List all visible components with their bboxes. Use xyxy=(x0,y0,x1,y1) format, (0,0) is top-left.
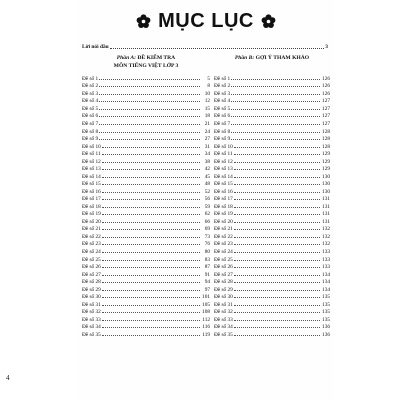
toc-row xyxy=(78,307,334,315)
entry-label: Đề số 30 xyxy=(214,294,233,301)
entry-label: Đề số 34 xyxy=(214,324,233,331)
entry-page-number: 73 xyxy=(204,233,210,240)
toc-row xyxy=(78,202,334,210)
leader-dots xyxy=(102,187,200,193)
entry-label: Đề số 12 xyxy=(82,158,101,165)
entry-page-number: 101 xyxy=(202,294,210,301)
entry-label: Đề số 14 xyxy=(82,173,101,180)
leader-dots xyxy=(99,119,200,125)
entry-page-number: 38 xyxy=(204,158,210,165)
page-number: 4 xyxy=(6,374,10,382)
entry-label: Đề số 17 xyxy=(82,196,101,203)
entry-page-number: 135 xyxy=(322,294,330,301)
entry-label: Đề số 35 xyxy=(82,331,101,338)
entry-page-number: 42 xyxy=(204,166,210,173)
entry-label: Đề số 9 xyxy=(214,136,231,143)
entry-label: Đề số 7 xyxy=(82,120,99,127)
entry-label: Đề số 5 xyxy=(214,105,231,112)
entry-page-number: 45 xyxy=(204,173,210,180)
leader-dots xyxy=(99,111,200,117)
toc-row xyxy=(78,74,334,82)
toc-row xyxy=(78,127,334,135)
entry-page-number: 134 xyxy=(322,271,330,278)
toc-row xyxy=(78,149,334,157)
entry-page-number: 126 xyxy=(322,75,330,82)
leader-dots xyxy=(234,255,320,261)
entry-label: Đề số 8 xyxy=(214,128,231,135)
toc-row xyxy=(78,277,334,285)
part-b-title-line1: GỢI Ý THAM KHẢO xyxy=(255,55,310,61)
leader-dots xyxy=(234,164,320,170)
toc-row xyxy=(78,232,334,240)
leader-dots xyxy=(102,217,200,223)
entry-page-number: 129 xyxy=(322,151,330,158)
entry-label: Đề số 3 xyxy=(214,90,231,97)
leader-dots xyxy=(102,149,200,155)
entry-label: Đề số 2 xyxy=(82,83,99,90)
entry-label: Đề số 17 xyxy=(214,196,233,203)
entry-page-number: 116 xyxy=(202,324,210,331)
leader-dots xyxy=(234,262,320,268)
leader-dots xyxy=(102,277,200,283)
part-a-heading xyxy=(82,55,210,70)
entry-page-number: 48 xyxy=(204,181,210,188)
entry-label: Đề số 25 xyxy=(214,256,233,263)
leader-dots xyxy=(110,48,325,49)
leader-dots xyxy=(102,239,200,245)
leader-dots xyxy=(102,322,200,328)
leader-dots xyxy=(234,315,320,321)
leader-dots xyxy=(234,187,320,193)
leader-dots xyxy=(234,322,320,328)
entry-page-number: 105 xyxy=(202,301,210,308)
entry-label: Đề số 23 xyxy=(214,241,233,248)
entry-label: Đề số 10 xyxy=(214,143,233,150)
entry-page-number: 126 xyxy=(322,83,330,90)
entry-label: Đề số 3 xyxy=(82,90,99,97)
page-title: MỤC LỤC xyxy=(158,9,254,32)
toc-row xyxy=(78,247,334,255)
toc-row xyxy=(78,239,334,247)
leader-dots xyxy=(99,81,200,87)
entry-page-number: 133 xyxy=(322,256,330,263)
toc-row xyxy=(78,300,334,308)
entry-label: Đề số 12 xyxy=(214,158,233,165)
entry-label: Đề số 1 xyxy=(82,75,99,82)
toc-row xyxy=(78,164,334,172)
leader-dots xyxy=(99,127,200,133)
entry-page-number: 18 xyxy=(204,113,210,120)
leader-dots xyxy=(234,232,320,238)
entry-label: Đề số 20 xyxy=(214,218,233,225)
leader-dots xyxy=(102,179,200,185)
entry-page-number: 131 xyxy=(322,203,330,210)
leader-dots xyxy=(234,142,320,148)
entry-page-number: 126 xyxy=(322,90,330,97)
leader-dots xyxy=(102,232,200,238)
entry-page-number: 128 xyxy=(322,136,330,143)
entry-label: Đề số 14 xyxy=(214,173,233,180)
entry-label: Đề số 15 xyxy=(82,181,101,188)
leader-dots xyxy=(102,255,200,261)
entry-label: Đề số 18 xyxy=(214,203,233,210)
entry-label: Đề số 31 xyxy=(214,301,233,308)
entry-page-number: 127 xyxy=(322,105,330,112)
part-b-heading xyxy=(214,55,330,63)
entry-page-number: 132 xyxy=(322,226,330,233)
entry-page-number: 24 xyxy=(204,128,210,135)
entry-label: Đề số 18 xyxy=(82,203,101,210)
entry-label: Đề số 22 xyxy=(82,233,101,240)
entry-label: Đề số 6 xyxy=(82,113,99,120)
entry-page-number: 136 xyxy=(322,324,330,331)
entry-page-number: 21 xyxy=(204,120,210,127)
entry-page-number: 132 xyxy=(322,241,330,248)
entry-page-number: 94 xyxy=(204,279,210,286)
toc-entry-part-a[interactable] xyxy=(82,330,210,340)
entry-page-number: 31 xyxy=(204,143,210,150)
entry-page-number: 136 xyxy=(322,331,330,338)
entry-page-number: 69 xyxy=(204,226,210,233)
entry-page-number: 129 xyxy=(322,158,330,165)
flower-icon xyxy=(261,14,276,29)
leader-dots xyxy=(234,285,320,291)
entry-page-number: 8 xyxy=(207,83,210,90)
entry-label: Đề số 24 xyxy=(82,249,101,256)
entry-page-number: 34 xyxy=(204,151,210,158)
leader-dots xyxy=(234,330,320,336)
entry-label: Đề số 32 xyxy=(82,309,101,316)
entry-page-number: 131 xyxy=(322,196,330,203)
entry-page-number: 119 xyxy=(202,331,210,338)
leader-dots xyxy=(231,119,320,125)
leader-dots xyxy=(102,307,200,313)
entry-page-number: 112 xyxy=(202,316,210,323)
part-a-label: Phần A: xyxy=(116,55,136,61)
entry-page-number: 135 xyxy=(322,301,330,308)
leader-dots xyxy=(102,157,200,163)
entry-label: Đề số 30 xyxy=(82,294,101,301)
part-b-label: Phần B: xyxy=(234,55,255,61)
entry-page-number: 52 xyxy=(204,188,210,195)
leader-dots xyxy=(234,149,320,155)
entry-label: Đề số 7 xyxy=(214,120,231,127)
toc-row xyxy=(78,330,334,338)
entry-label: Đề số 10 xyxy=(82,143,101,150)
toc-row xyxy=(78,270,334,278)
entry-page-number: 66 xyxy=(204,218,210,225)
toc-row xyxy=(78,285,334,293)
leader-dots xyxy=(231,111,320,117)
entry-page-number: 135 xyxy=(322,316,330,323)
leader-dots xyxy=(102,202,200,208)
entry-page-number: 108 xyxy=(202,309,210,316)
entry-label: Đề số 21 xyxy=(214,226,233,233)
entry-page-number: 97 xyxy=(204,286,210,293)
leader-dots xyxy=(102,209,200,215)
entry-label: Đề số 33 xyxy=(214,316,233,323)
toc-entry-part-b[interactable] xyxy=(214,330,330,340)
leader-dots xyxy=(234,209,320,215)
leader-dots xyxy=(102,224,200,230)
entry-page-number: 83 xyxy=(204,256,210,263)
toc-row xyxy=(78,89,334,97)
entry-page-number: 59 xyxy=(204,203,210,210)
leader-dots xyxy=(231,81,320,87)
entry-label: Đề số 19 xyxy=(214,211,233,218)
leader-dots xyxy=(231,74,320,80)
leader-dots xyxy=(234,224,320,230)
entry-page-number: 134 xyxy=(322,279,330,286)
toc-row xyxy=(78,255,334,263)
toc-row xyxy=(78,292,334,300)
toc-row xyxy=(78,315,334,323)
toc-row xyxy=(78,179,334,187)
leader-dots xyxy=(234,239,320,245)
entry-page-number: 10 xyxy=(204,90,210,97)
leader-dots xyxy=(102,262,200,268)
entry-label: Đề số 5 xyxy=(82,105,99,112)
entry-label: Đề số 11 xyxy=(82,151,101,158)
leader-dots xyxy=(102,292,200,298)
toc-row xyxy=(78,217,334,225)
leader-dots xyxy=(234,300,320,306)
leader-dots xyxy=(231,127,320,133)
leader-dots xyxy=(234,270,320,276)
entry-label: Đề số 19 xyxy=(82,211,101,218)
leader-dots xyxy=(102,300,200,306)
entry-page-number: 131 xyxy=(322,211,330,218)
entry-page-number: 134 xyxy=(322,286,330,293)
entry-label: Đề số 16 xyxy=(214,188,233,195)
leader-dots xyxy=(234,217,320,223)
entry-page-number: 129 xyxy=(322,166,330,173)
entry-label: Đề số 8 xyxy=(82,128,99,135)
entry-label: Đề số 20 xyxy=(82,218,101,225)
entry-page-number: 91 xyxy=(204,271,210,278)
leader-dots xyxy=(231,134,320,140)
toc-row xyxy=(78,142,334,150)
leader-dots xyxy=(99,89,200,95)
toc-page xyxy=(78,0,334,400)
entry-label: Đề số 21 xyxy=(82,226,101,233)
entry-label: Đề số 16 xyxy=(82,188,101,195)
toc-row xyxy=(78,187,334,195)
entry-label: Đề số 32 xyxy=(214,309,233,316)
leader-dots xyxy=(234,247,320,253)
leader-dots xyxy=(99,134,200,140)
entry-label: Đề số 6 xyxy=(214,113,231,120)
toc-row xyxy=(78,104,334,112)
leader-dots xyxy=(102,164,200,170)
intro-page: 3 xyxy=(325,44,328,50)
toc-row xyxy=(78,262,334,270)
leader-dots xyxy=(234,307,320,313)
entry-label: Đề số 22 xyxy=(214,233,233,240)
entry-label: Đề số 26 xyxy=(82,264,101,271)
entry-page-number: 135 xyxy=(322,309,330,316)
entry-label: Đề số 35 xyxy=(214,331,233,338)
entry-page-number: 27 xyxy=(204,136,210,143)
leader-dots xyxy=(234,157,320,163)
toc-row xyxy=(78,194,334,202)
toc-row xyxy=(78,224,334,232)
entry-page-number: 133 xyxy=(322,249,330,256)
entry-label: Đề số 11 xyxy=(214,151,233,158)
entry-page-number: 87 xyxy=(204,264,210,271)
entry-page-number: 127 xyxy=(322,98,330,105)
toc-title xyxy=(78,8,334,34)
entry-label: Đề số 31 xyxy=(82,301,101,308)
entry-label: Đề số 29 xyxy=(214,286,233,293)
entry-page-number: 132 xyxy=(322,233,330,240)
toc-row xyxy=(78,322,334,330)
part-a-title-line2: MÔN TIẾNG VIỆT LỚP 3 xyxy=(113,62,179,69)
entry-label: Đề số 13 xyxy=(214,166,233,173)
entry-label: Đề số 33 xyxy=(82,316,101,323)
leader-dots xyxy=(234,179,320,185)
leader-dots xyxy=(231,104,320,110)
entry-label: Đề số 28 xyxy=(214,279,233,286)
entry-label: Đề số 1 xyxy=(214,75,231,82)
toc-row xyxy=(78,96,334,104)
leader-dots xyxy=(234,194,320,200)
leader-dots xyxy=(234,172,320,178)
entry-page-number: 130 xyxy=(322,173,330,180)
entry-page-number: 80 xyxy=(204,249,210,256)
leader-dots xyxy=(99,104,200,110)
entry-page-number: 131 xyxy=(322,218,330,225)
entry-label: Đề số 23 xyxy=(82,241,101,248)
toc-row xyxy=(78,119,334,127)
entry-label: Đề số 24 xyxy=(214,249,233,256)
entry-page-number: 128 xyxy=(322,143,330,150)
entry-label: Đề số 34 xyxy=(82,324,101,331)
entry-label: Đề số 27 xyxy=(82,271,101,278)
toc-row xyxy=(78,209,334,217)
intro-label: Lời nói đầu xyxy=(82,44,109,50)
entry-label: Đề số 28 xyxy=(82,279,101,286)
entry-label: Đề số 25 xyxy=(82,256,101,263)
intro-entry[interactable] xyxy=(82,44,328,50)
leader-dots xyxy=(234,277,320,283)
entry-label: Đề số 26 xyxy=(214,264,233,271)
entry-page-number: 56 xyxy=(204,196,210,203)
entry-page-number: 5 xyxy=(207,75,210,82)
entry-label: Đề số 13 xyxy=(82,166,101,173)
leader-dots xyxy=(99,74,200,80)
entry-page-number: 15 xyxy=(204,105,210,112)
entry-page-number: 127 xyxy=(322,113,330,120)
flower-icon xyxy=(136,14,151,29)
leader-dots xyxy=(234,292,320,298)
entry-label: Đề số 27 xyxy=(214,271,233,278)
leader-dots xyxy=(102,270,200,276)
leader-dots xyxy=(234,202,320,208)
entry-label: Đề số 29 xyxy=(82,286,101,293)
leader-dots xyxy=(102,142,200,148)
leader-dots xyxy=(102,247,200,253)
leader-dots xyxy=(102,194,200,200)
leader-dots xyxy=(231,89,320,95)
entry-label: Đề số 9 xyxy=(82,136,99,143)
toc-row xyxy=(78,172,334,180)
entry-label: Đề số 15 xyxy=(214,181,233,188)
entry-page-number: 128 xyxy=(322,128,330,135)
entry-label: Đề số 4 xyxy=(82,98,99,105)
leader-dots xyxy=(102,315,200,321)
toc-row xyxy=(78,157,334,165)
leader-dots xyxy=(102,172,200,178)
toc-row xyxy=(78,134,334,142)
toc-row xyxy=(78,111,334,119)
entry-page-number: 133 xyxy=(322,264,330,271)
leader-dots xyxy=(231,96,320,102)
entry-page-number: 127 xyxy=(322,120,330,127)
entry-page-number: 130 xyxy=(322,181,330,188)
leader-dots xyxy=(99,96,200,102)
toc-row xyxy=(78,81,334,89)
toc-rows xyxy=(78,74,334,338)
entry-label: Đề số 2 xyxy=(214,83,231,90)
entry-page-number: 76 xyxy=(204,241,210,248)
entry-page-number: 130 xyxy=(322,188,330,195)
leader-dots xyxy=(102,330,200,336)
entry-page-number: 12 xyxy=(204,98,210,105)
entry-label: Đề số 4 xyxy=(214,98,231,105)
part-a-title-line1: ĐỀ KIỂM TRA xyxy=(137,55,176,61)
entry-page-number: 62 xyxy=(204,211,210,218)
leader-dots xyxy=(102,285,200,291)
